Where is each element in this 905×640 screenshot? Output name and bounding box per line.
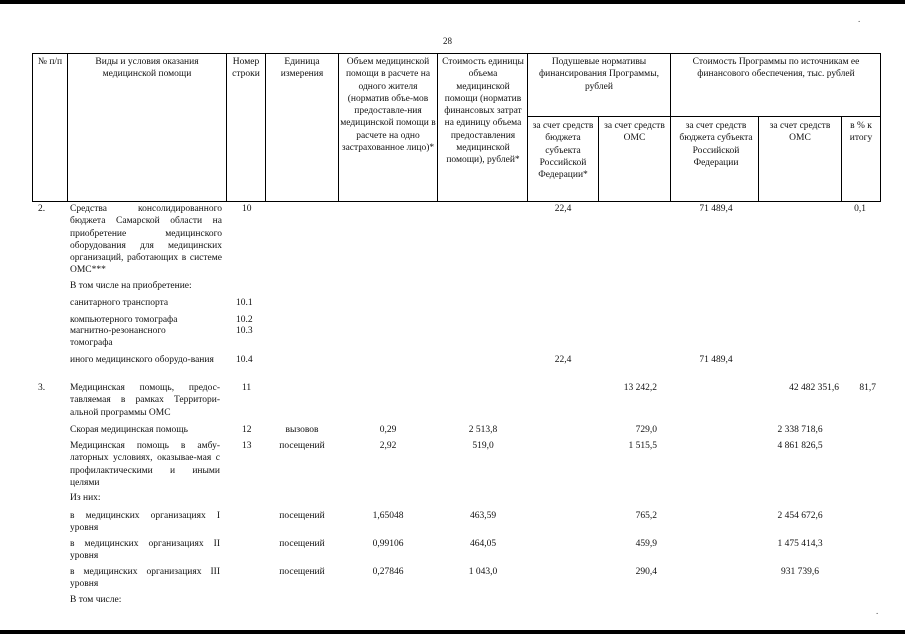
program-oms-value: 2 338 718,6 bbox=[777, 425, 823, 435]
row-number: 3. bbox=[38, 383, 46, 393]
row-number: 2. bbox=[38, 204, 46, 214]
scan-speck: . bbox=[858, 14, 861, 24]
header-col-volume: Объем медицинской помощи в расчете на одного жителя (норматив объе-мов предоставле-ния медицинской помощи в расчете на одно застрахованное лицо)* bbox=[340, 57, 436, 154]
row-label: компьютерного томографа bbox=[70, 315, 178, 325]
cost-value: 464,05 bbox=[469, 539, 497, 549]
program-oms-value: 4 861 826,5 bbox=[777, 441, 823, 451]
unit-value: посещений bbox=[279, 567, 325, 577]
row-label: санитарного транспорта bbox=[70, 298, 169, 308]
row-code: 10 bbox=[242, 204, 252, 214]
program-pct-value: 81,7 bbox=[859, 383, 876, 393]
row-code: 10.4 bbox=[236, 355, 253, 365]
row-label: Медицинская помощь в амбу-латорных условиях, оказывае-мая с профилактическими и иными целями bbox=[70, 441, 220, 488]
unit-value: вызовов bbox=[285, 425, 319, 435]
scan-speck: . bbox=[876, 606, 879, 616]
header-col-program: Стоимость Программы по источникам ее финансового обеспечения, тыс. рублей bbox=[692, 57, 860, 80]
program-oms-value: 931 739,6 bbox=[781, 567, 819, 577]
row-code: 10.2 bbox=[236, 315, 253, 325]
row-code: 12 bbox=[242, 425, 252, 435]
header-col-cost: Стоимость единицы объема медицинской помощи (норматив финансовых затрат на единицу объема предоставления медицинской помощи), рублей* bbox=[442, 57, 524, 166]
subheading: В том числе: bbox=[70, 595, 122, 605]
cost-value: 463,59 bbox=[469, 511, 497, 521]
cost-value: 1 043,0 bbox=[468, 567, 498, 577]
cost-value: 2 513,8 bbox=[468, 425, 498, 435]
row-label: в медицинских организациях II уровня bbox=[70, 539, 220, 562]
program-budget-value: 71 489,4 bbox=[699, 355, 733, 365]
program-pct-value: 0,1 bbox=[854, 204, 866, 214]
row-label: в медицинских организациях I уровня bbox=[70, 511, 220, 534]
row-label: Скорая медицинская помощь bbox=[70, 425, 188, 435]
header-col-row: Номер строки bbox=[232, 57, 260, 80]
program-oms-value: 1 475 414,3 bbox=[777, 539, 823, 549]
row-label: магнитно-резонансного томографа bbox=[70, 326, 166, 349]
header-col-percapita-budget: за счет средств бюджета субъекта Российской Федерации* bbox=[532, 121, 594, 181]
page-number: 28 bbox=[443, 36, 452, 46]
row-code: 10.3 bbox=[236, 326, 253, 336]
row-code: 13 bbox=[242, 441, 252, 451]
header-col-program-oms: за счет средств ОМС bbox=[769, 121, 831, 144]
header-col-program-pct: в % к итогу bbox=[849, 121, 873, 144]
cost-value: 519,0 bbox=[472, 441, 494, 451]
header-col-percapita: Подушевые нормативы финансирования Программы, рублей bbox=[539, 57, 659, 92]
percapita-oms-value: 13 242,2 bbox=[623, 383, 657, 393]
program-oms-value: 2 454 672,6 bbox=[777, 511, 823, 521]
volume-value: 0,29 bbox=[379, 425, 397, 435]
unit-value: посещений bbox=[279, 511, 325, 521]
top-border bbox=[0, 0, 905, 4]
percapita-oms-value: 459,9 bbox=[635, 539, 657, 549]
volume-value: 0,99106 bbox=[372, 539, 404, 549]
header-col-number: № п/п bbox=[37, 57, 63, 67]
row-label: Медицинская помощь, предос-тавляемая в рамках Территори-альной программы ОМС bbox=[70, 383, 220, 418]
percapita-oms-value: 729,0 bbox=[635, 425, 657, 435]
percapita-budget-value: 22,4 bbox=[554, 204, 572, 214]
row-label: Средства консолидированного бюджета Самарской области на приобретение медицинского оборудования для медицинских организаций, работающих в системе ОМС*** bbox=[70, 204, 222, 276]
percapita-oms-value: 290,4 bbox=[635, 567, 657, 577]
row-label: иного медицинского оборудо-вания bbox=[70, 355, 214, 365]
bottom-border bbox=[0, 630, 905, 634]
percapita-oms-value: 1 515,5 bbox=[628, 441, 657, 451]
subheading: В том числе на приобретение: bbox=[70, 281, 192, 291]
percapita-budget-value: 22,4 bbox=[554, 355, 572, 365]
header-col-types: Виды и условия оказания медицинской помощи bbox=[95, 57, 199, 80]
percapita-oms-value: 765,2 bbox=[635, 511, 657, 521]
header-col-program-budget: за счет средств бюджета субъекта Российской Федерации bbox=[679, 121, 753, 168]
program-oms-value: 42 482 351,6 bbox=[789, 383, 839, 393]
volume-value: 0,27846 bbox=[372, 567, 404, 577]
header-col-percapita-oms: за счет средств ОМС bbox=[604, 121, 665, 144]
program-budget-value: 71 489,4 bbox=[699, 204, 733, 214]
unit-value: посещений bbox=[279, 539, 325, 549]
unit-value: посещений bbox=[279, 441, 325, 451]
row-label: в медицинских организациях III уровня bbox=[70, 567, 220, 590]
row-code: 10.1 bbox=[236, 298, 253, 308]
header-col-unit: Единица измерения bbox=[280, 57, 324, 80]
subheading: Из них: bbox=[70, 493, 101, 503]
row-code: 11 bbox=[242, 383, 252, 393]
volume-value: 2,92 bbox=[379, 441, 397, 451]
volume-value: 1,65048 bbox=[372, 511, 404, 521]
